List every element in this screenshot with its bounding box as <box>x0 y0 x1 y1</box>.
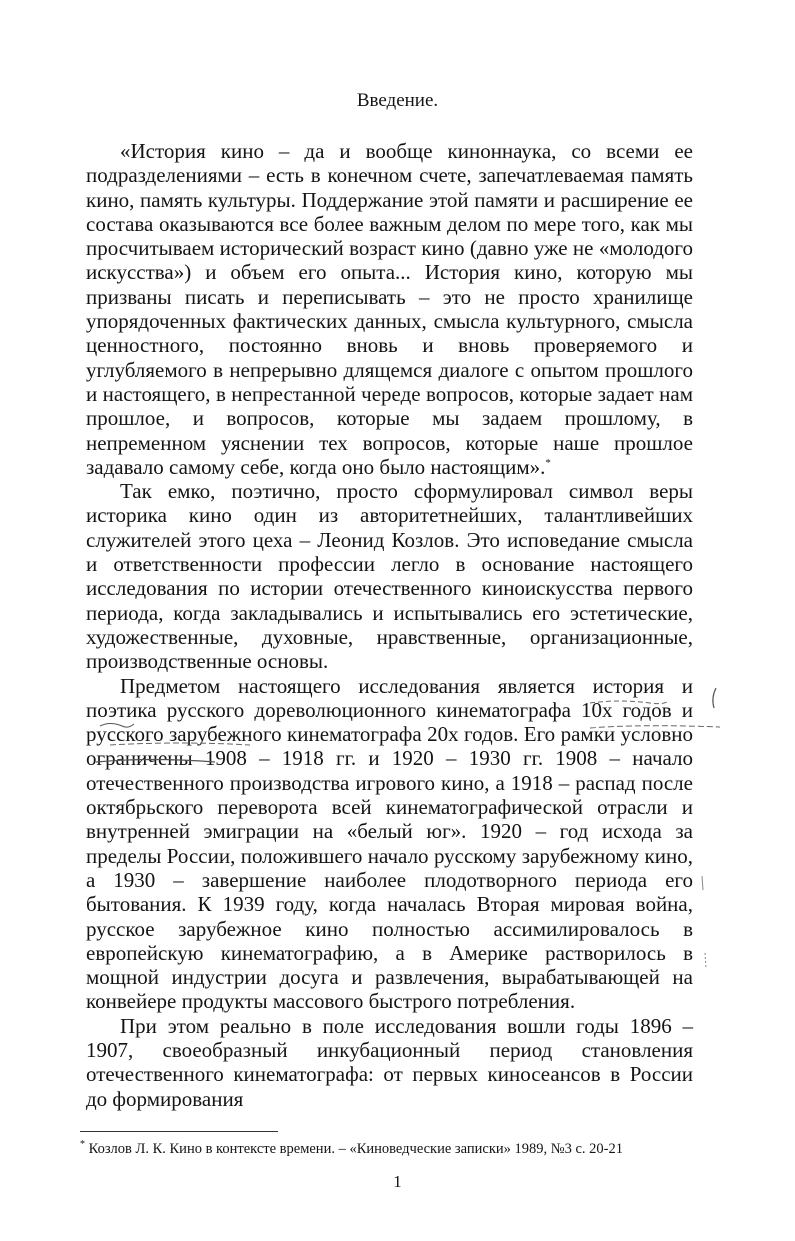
paragraph-kozlov-text: Так емко, поэтично, просто сформулировал символ веры историка кино один из авторитетнейших, талантливейших служителей этого цеха – Леонид Козлов. Это исповедание смысла и ответственности профессии легло в основание настоящего исследования по истории отечественного киноискусства первого периода, когда закладывались и испытывались его эстетические, художественные, духовные, нравственные, организационные, производственные основы. <box>86 479 693 674</box>
pencil-margin-mark <box>702 876 703 890</box>
page-number: 1 <box>393 1172 402 1191</box>
paragraph-quote <box>86 139 693 479</box>
footnote-text: Козлов Л. К. Кино в контексте времени. – «Киноведческие записки» 1989, №3 с. 20-21 <box>88 1141 623 1157</box>
paragraph-subject <box>86 674 693 1014</box>
pencil-margin-mark <box>705 953 706 968</box>
paragraph-period <box>86 1014 693 1111</box>
body-text <box>86 139 693 1111</box>
footnote-divider <box>80 1131 278 1132</box>
pencil-bracket-mark <box>713 688 716 708</box>
paragraph-kozlov <box>86 479 693 673</box>
footnote-mark: * <box>80 1139 85 1151</box>
paragraph-subject-text: Предметом настоящего исследования является история и поэтика русского дореволюционного кинематографа 10х годов и русского зарубежного кинематографа 20х годов. Его рамки условно ограничены 1908 – 1918 гг. и 1920 – 1930 гг. 1908 – начало отечественного производства игрового кино, а 1918 – распад после октябрьского переворота всей кинематографической отрасли и внутренней эмиграции на «белый юг». 1920 – год исхода за пределы России, положившего начало русскому зарубежному кино, а 1930 – завершение наиболее плодотворного периода его бытования. К 1939 году, когда началась Вторая мировая война, русское зарубежное кино полностью ассимилировалось в европейскую кинематографию, а в Америке растворилось в мощной индустрии досуга и развлечения, вырабатывающей на конвейере продукты массового быстрого потребления. <box>86 673 693 1014</box>
footnote <box>80 1140 720 1158</box>
paragraph-period-text: При этом реально в поле исследования вошли годы 1896 – 1907, своеобразный инкубационный период становления отечественного кинематографа: от первых киносеансов в России до формирования <box>86 1013 693 1111</box>
footnote-marker: * <box>545 456 551 469</box>
chapter-heading: Введение. <box>356 90 439 111</box>
paragraph-quote-text: «История кино – да и вообще киноннаука, со всеми ее подразделениями – есть в конечном счете, запечатлеваемая память кино, память культуры. Поддержание этой памяти и расширение ее состава оказываются все более важным делом по мере того, как мы просчитываем исторический возраст кино (давно уже не «молодого искусства») и объем его опыта... История кино, которую мы призваны писать и переписывать – это не просто хранилище упорядоченных фактических данных, смысла культурного, смысла ценностного, постоянно вновь и вновь проверяемого и углубляемого в непрерывно длящемся диалоге с опытом прошлого и настоящего, в непрестанной череде вопросов, которые задает нам прошлое, и вопросов, которые мы задаем прошлому, в непременном уяснении тех вопросов, которые наше прошлое задавало самому себе, когда оно было настоящим». <box>86 139 693 479</box>
